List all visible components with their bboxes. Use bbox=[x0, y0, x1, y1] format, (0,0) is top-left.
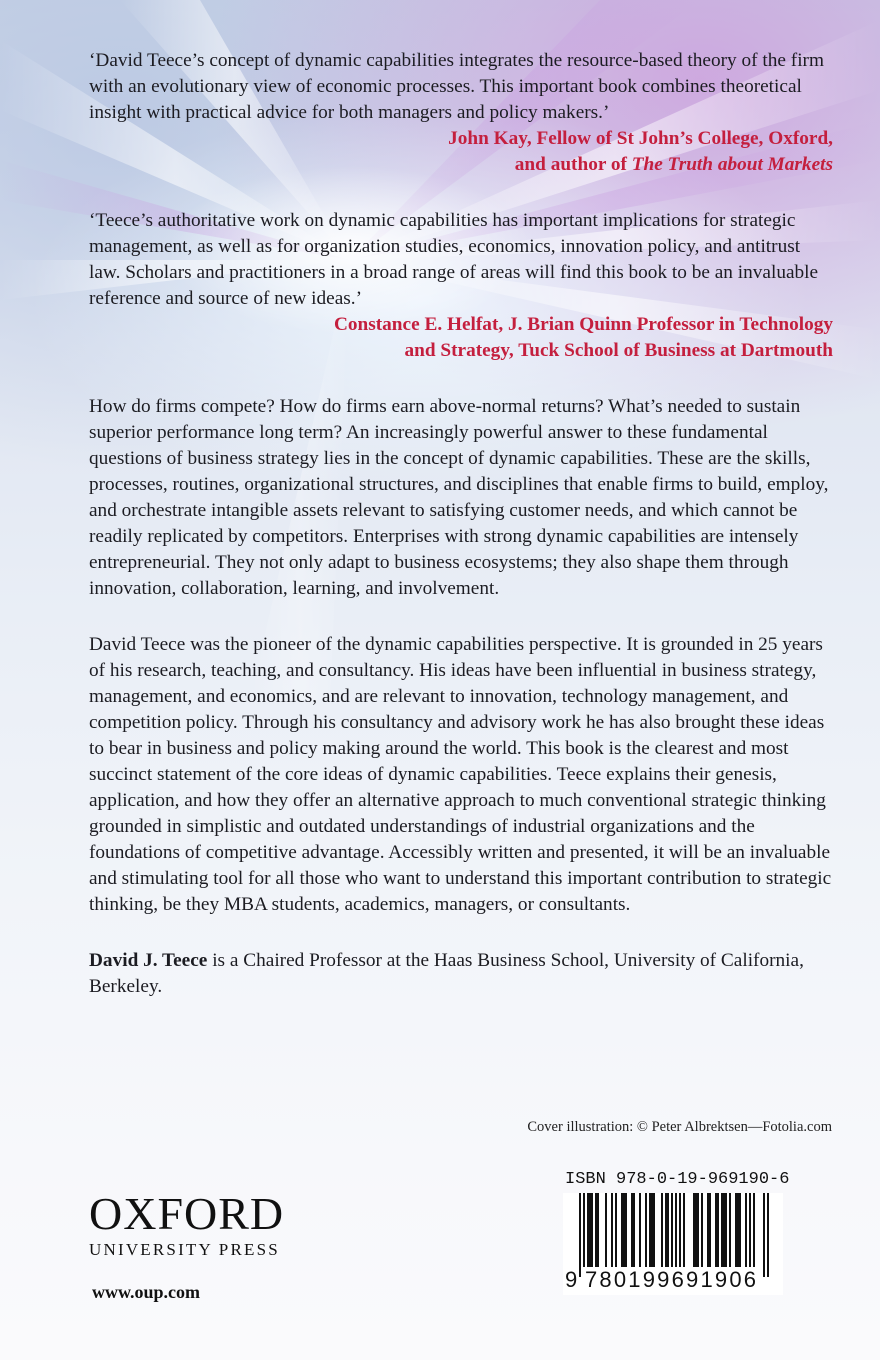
barcode-bar bbox=[615, 1193, 617, 1269]
barcode-bar bbox=[653, 1193, 655, 1269]
barcode-bar bbox=[723, 1193, 725, 1269]
barcode-bar bbox=[589, 1193, 591, 1269]
author-name: David J. Teece bbox=[89, 950, 208, 971]
barcode-bar bbox=[679, 1193, 681, 1269]
barcode-bar bbox=[631, 1193, 633, 1269]
publisher-website: www.oup.com bbox=[92, 1282, 201, 1302]
description-paragraph-1: How do firms compete? How do firms earn above-normal returns? What’s needed to sustain superior performance long term? An increasingly powerful answer to these fundamental questions of business strategy lies in the concept of dynamic capabilities. These are the skills, processes, routines, organizational structures, and disciplines that enable firms to build, employ, and orchestrate intangible assets relevant to satisfying customer needs, and which cannot be readily replicated by competitors. Enterprises with strong dynamic capabilities are intensely entrepreneurial. They not only adapt to business ecosystems; they also shape them through innovation, collaboration, learning, and involvement. bbox=[89, 396, 829, 599]
barcode-bar bbox=[625, 1193, 627, 1269]
barcode-bar bbox=[745, 1193, 747, 1269]
barcode-bar bbox=[707, 1193, 709, 1269]
logo-oxford-wordmark: OXFORD bbox=[89, 1188, 285, 1239]
barcode-bar bbox=[739, 1193, 741, 1269]
logo-university-press: UNIVERSITY PRESS bbox=[89, 1240, 280, 1259]
book-title-italic: The Truth about Markets bbox=[631, 154, 833, 175]
barcode-bar bbox=[695, 1193, 697, 1269]
barcode-bar bbox=[649, 1193, 651, 1269]
author-bio bbox=[89, 948, 833, 1000]
barcode-bar bbox=[591, 1193, 593, 1269]
attribution-helfat-line1: Constance E. Helfat, J. Brian Quinn Professor in Technology bbox=[333, 314, 833, 335]
barcode-bar bbox=[725, 1193, 727, 1269]
barcode-bar bbox=[767, 1193, 769, 1277]
oxford-logo bbox=[89, 1190, 284, 1260]
barcode-remaining-digits: 780199691906 bbox=[585, 1267, 759, 1292]
attribution-helfat-line2: and Strategy, Tuck School of Business at Dartmouth bbox=[404, 340, 833, 361]
barcode-bar bbox=[701, 1193, 703, 1269]
barcode-first-digit: 9 bbox=[565, 1267, 580, 1292]
barcode-bar bbox=[579, 1193, 581, 1277]
barcode-bar bbox=[595, 1193, 597, 1269]
quote-kay: ‘David Teece’s concept of dynamic capabilities integrates the resource-based theory of the firm with an evolutionary view of economic processes. This important book combines theoretical insight with practical advice for both managers and policy makers.’ bbox=[89, 50, 824, 123]
text-column bbox=[89, 48, 833, 1000]
barcode-bar bbox=[651, 1193, 653, 1269]
barcode-bar bbox=[729, 1193, 731, 1269]
barcode-bar bbox=[587, 1193, 589, 1269]
barcode-bar bbox=[749, 1193, 751, 1269]
barcode-bar bbox=[715, 1193, 717, 1269]
barcode-bar bbox=[583, 1193, 585, 1277]
barcode-bar bbox=[633, 1193, 635, 1269]
barcode-digits bbox=[563, 1267, 783, 1293]
barcode-bar bbox=[671, 1193, 673, 1277]
barcode-bar bbox=[735, 1193, 737, 1269]
barcode-bar bbox=[763, 1193, 765, 1277]
barcode-bar bbox=[737, 1193, 739, 1269]
barcode-bar bbox=[753, 1193, 755, 1269]
barcode-bar bbox=[665, 1193, 667, 1269]
attribution-kay-line2-prefix: and author of bbox=[514, 154, 632, 175]
barcode-bar bbox=[667, 1193, 669, 1269]
barcode-bar bbox=[605, 1193, 607, 1269]
barcode-bar bbox=[683, 1193, 685, 1269]
barcode bbox=[563, 1193, 783, 1295]
barcode-bar bbox=[661, 1193, 663, 1269]
description-paragraph-2: David Teece was the pioneer of the dynamic capabilities perspective. It is grounded in 25 years of his research, teaching, and consultancy. His ideas have been influential in business strategy, management, and economics, and are relevant to innovation, technology management, and competition policy. Through his consultancy and advisory work he has also brought these ideas to bear in business and policy making around the world. This book is the clearest and most succinct statement of the core ideas of dynamic capabilities. Teece explains their genesis, application, and how they offer an alternative approach to much conventional strategic thinking grounded in simplistic and outdated understandings of industrial organizations and the foundations of competitive advantage. Accessibly written and presented, it will be an invaluable and stimulating tool for all those who want to understand this important contribution to strategic thinking, be they MBA students, academics, managers, or consultants. bbox=[89, 634, 832, 915]
isbn-label: ISBN 978-0-19-969190-6 bbox=[565, 1170, 790, 1189]
barcode-bar bbox=[675, 1193, 677, 1277]
attribution-kay bbox=[89, 126, 833, 178]
barcode-bar bbox=[693, 1193, 695, 1269]
barcode-bar bbox=[639, 1193, 641, 1269]
barcode-bar bbox=[709, 1193, 711, 1269]
barcode-bar bbox=[721, 1193, 723, 1269]
quote-helfat: ‘Teece’s authoritative work on dynamic capabilities has important implications for strategic management, as well as for organization studies, economics, innovation policy, and antitrust law. Scholars and practitioners in a broad range of areas will find this book to be an invaluable reference and source of new ideas.’ bbox=[89, 210, 819, 309]
attribution-helfat bbox=[89, 312, 833, 364]
barcode-bar bbox=[597, 1193, 599, 1269]
cover-credit: Cover illustration: © Peter Albrektsen—Fotolia.com bbox=[527, 1119, 832, 1135]
attribution-kay-line1: John Kay, Fellow of St John’s College, Oxford, bbox=[448, 128, 833, 149]
barcode-bar bbox=[621, 1193, 623, 1269]
barcode-bar bbox=[717, 1193, 719, 1269]
author-bio-text: is a Chaired Professor at the Haas Business School, University of California, Berkeley. bbox=[89, 950, 804, 997]
barcode-bar bbox=[623, 1193, 625, 1269]
barcode-bar bbox=[645, 1193, 647, 1269]
barcode-bar bbox=[611, 1193, 613, 1269]
barcode-bar bbox=[697, 1193, 699, 1269]
